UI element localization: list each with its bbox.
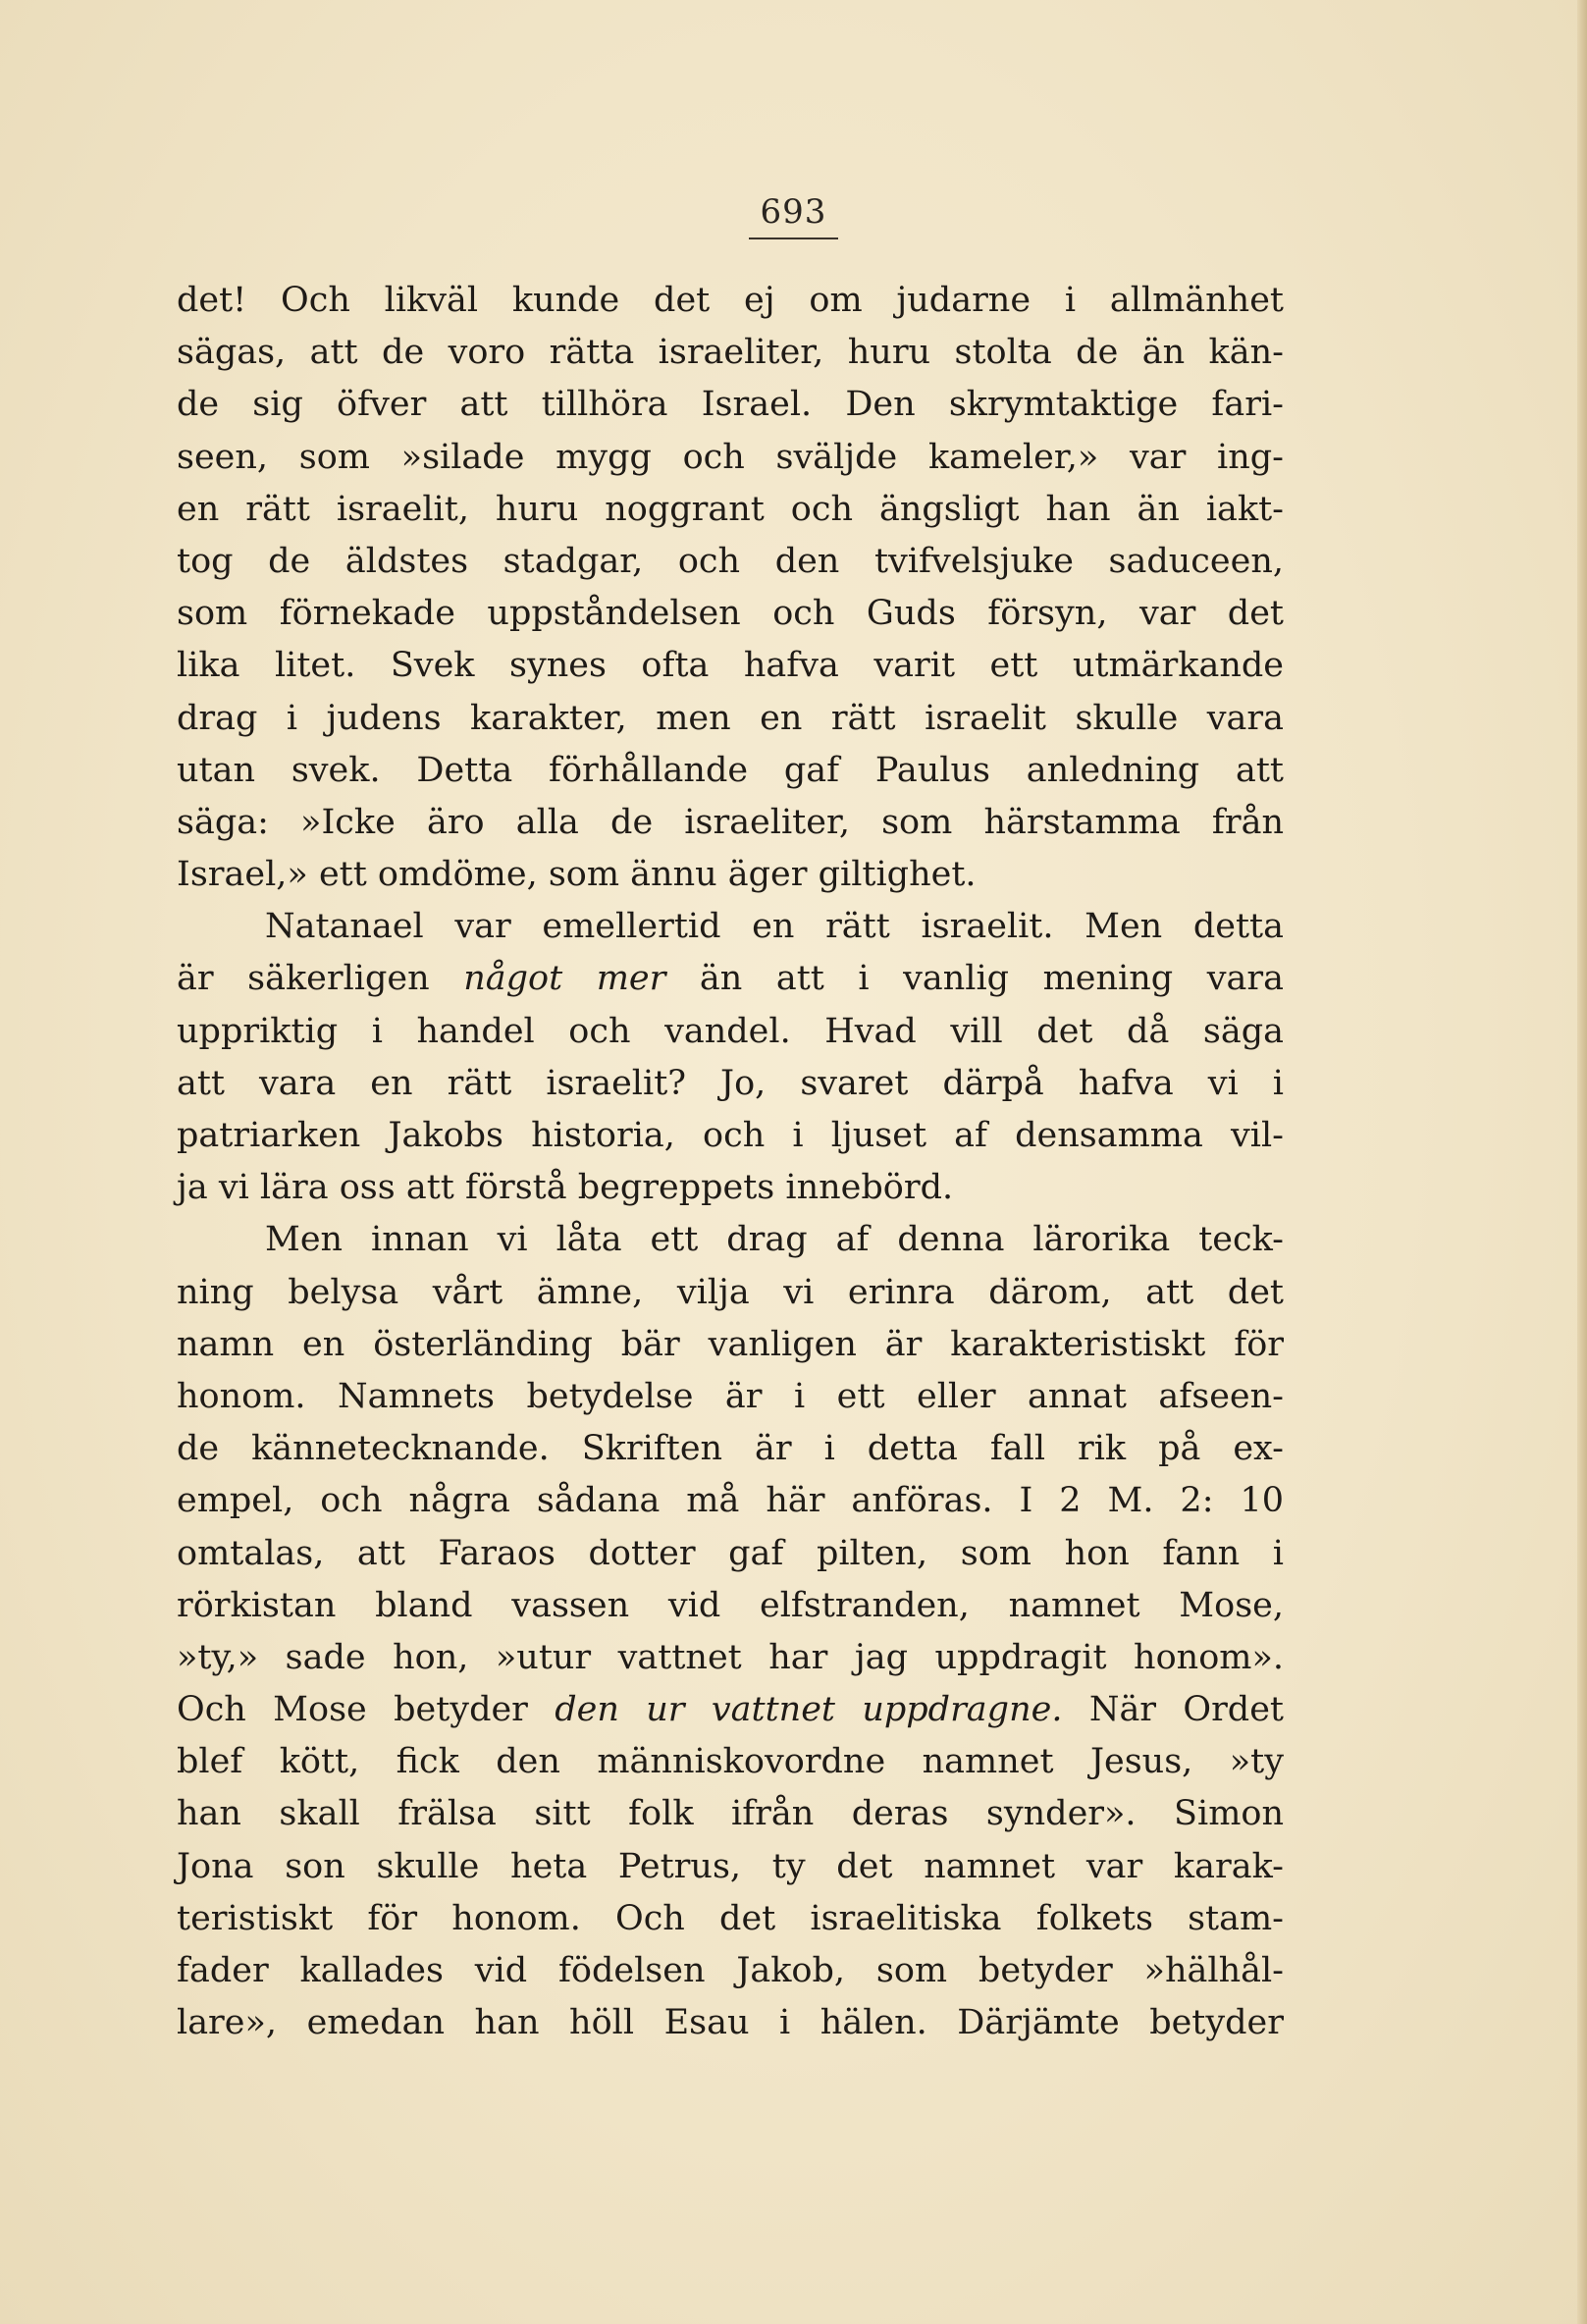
text-line [177, 379, 1284, 431]
text-line [177, 1214, 1284, 1266]
text-segment: »ty,» sade hon, »utur vattnet har jag uppdragit honom». [177, 1637, 1284, 1677]
body-text [177, 275, 1284, 2049]
text-line [177, 1945, 1284, 1997]
text-line [177, 1423, 1284, 1475]
text-line [177, 1684, 1284, 1736]
text-segment: utan svek. Detta förhållande gaf Paulus anledning att [177, 750, 1284, 790]
text-segment: lare», emedan han höll Esau i hälen. Därjämte betyder [177, 2003, 1284, 2043]
text-line [177, 327, 1284, 379]
text-line [177, 693, 1284, 745]
text-segment: namn en österländing bär vanligen är karakteristiskt för [177, 1324, 1284, 1364]
text-line [177, 1528, 1284, 1580]
text-segment: empel, och några sådana må här anföras. I 2 M. 2: 10 [177, 1481, 1284, 1521]
text-line [177, 1006, 1284, 1058]
text-line [177, 797, 1284, 849]
text-line [177, 484, 1284, 536]
text-segment: seen, som »silade mygg och sväljde kameler,» var ing- [177, 437, 1284, 477]
text-segment: Och Mose betyder [177, 1690, 555, 1730]
page-header [0, 192, 1587, 239]
text-segment: När Ordet [1062, 1690, 1284, 1730]
text-line [177, 1736, 1284, 1788]
text-segment: ning belysa vårt ämne, vilja vi erinra därom, att det [177, 1272, 1284, 1312]
text-segment: det! Och likväl kunde det ej om judarne i allmänhet [177, 281, 1284, 320]
text-line [177, 536, 1284, 588]
text-line [177, 953, 1284, 1005]
italic-emphasis: den ur vattnet uppdragne. [555, 1690, 1063, 1730]
text-line [177, 1267, 1284, 1319]
text-line [177, 1632, 1284, 1684]
text-segment: teristiskt för honom. Och det israelitiska folkets stam- [177, 1898, 1284, 1938]
text-line [177, 588, 1284, 640]
text-line [177, 1893, 1284, 1945]
text-line [177, 275, 1284, 327]
text-segment: omtalas, att Faraos dotter gaf pilten, som hon fann i [177, 1533, 1284, 1573]
text-segment: han skall frälsa sitt folk ifrån deras synder». Simon [177, 1794, 1284, 1834]
text-segment: en rätt israelit, huru noggrant och ängsligt han än iakt- [177, 489, 1284, 529]
text-segment: säga: »Icke äro alla de israeliter, som härstamma från [177, 802, 1284, 842]
text-segment: fader kallades vid födelsen Jakob, som betyder »hälhål- [177, 1951, 1284, 1990]
text-line [177, 1162, 1284, 1214]
text-line [177, 1788, 1284, 1840]
text-segment: är säkerligen [177, 959, 464, 999]
text-line [177, 745, 1284, 797]
italic-emphasis: något mer [463, 959, 666, 999]
text-segment: drag i judens karakter, men en rätt israelit skulle vara [177, 698, 1284, 738]
text-line [177, 849, 1284, 901]
text-segment: än att i vanlig mening vara [665, 959, 1284, 999]
text-segment: Natanael var emellertid en rätt israelit. Men detta [265, 907, 1284, 947]
text-segment: de kännetecknande. Skriften är i detta fall rik på ex- [177, 1429, 1284, 1469]
text-segment: Israel,» ett omdöme, som ännu äger giltighet. [177, 855, 977, 895]
text-segment: som förnekade uppståndelsen och Guds försyn, var det [177, 594, 1284, 634]
text-segment: tog de äldstes stadgar, och den tvifvelsjuke saduceen, [177, 541, 1284, 581]
text-segment: rörkistan bland vassen vid elfstranden, namnet Mose, [177, 1585, 1284, 1625]
page-number: 693 [749, 192, 839, 239]
text-line [177, 901, 1284, 953]
text-line [177, 432, 1284, 484]
text-line [177, 1841, 1284, 1893]
text-segment: patriarken Jakobs historia, och i ljuset af densamma vil- [177, 1116, 1284, 1155]
text-line [177, 640, 1284, 692]
page-edge-shadow [1577, 0, 1587, 2324]
text-segment: sägas, att de voro rätta israeliter, huru stolta de än kän- [177, 333, 1284, 373]
text-line [177, 1058, 1284, 1110]
text-line [177, 1110, 1284, 1162]
text-segment: uppriktig i handel och vandel. Hvad vill det då säga [177, 1011, 1284, 1051]
text-segment: ja vi lära oss att förstå begreppets innebörd. [177, 1168, 954, 1208]
text-segment: att vara en rätt israelit? Jo, svaret därpå hafva vi i [177, 1063, 1284, 1103]
text-line [177, 1997, 1284, 2049]
text-segment: de sig öfver att tillhöra Israel. Den skrymtaktige fari- [177, 385, 1284, 425]
text-segment: Men innan vi låta ett drag af denna lärorika teck- [265, 1220, 1284, 1260]
text-line [177, 1475, 1284, 1527]
text-line [177, 1371, 1284, 1423]
text-segment: Jona son skulle heta Petrus, ty det namnet var karak- [177, 1846, 1284, 1886]
text-line [177, 1580, 1284, 1632]
text-segment: lika litet. Svek synes ofta hafva varit ett utmärkande [177, 646, 1284, 686]
text-segment: blef kött, fick den människovordne namnet Jesus, »ty [177, 1742, 1284, 1782]
text-line [177, 1319, 1284, 1371]
text-segment: honom. Namnets betydelse är i ett eller annat afseen- [177, 1376, 1284, 1416]
